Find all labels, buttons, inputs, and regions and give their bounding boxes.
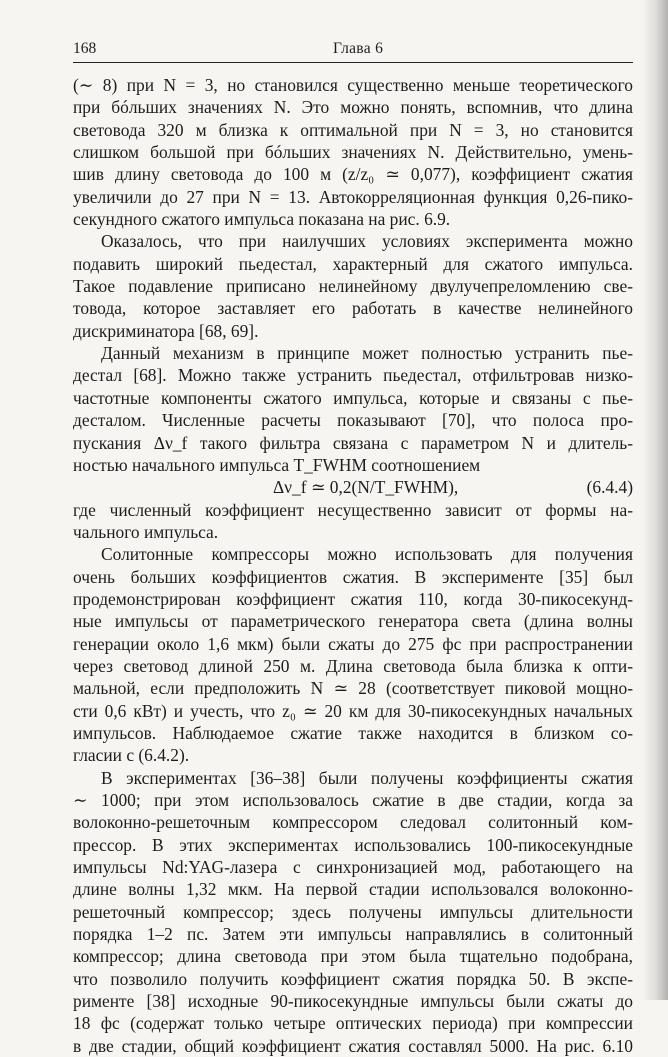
text-line: где численный коэффициент несущественно зависит от формы на- — [73, 499, 633, 520]
page-edge-shadow — [642, 0, 668, 1000]
text-line: десталом. Численные расчеты показывают [70], что полоса про- — [73, 410, 633, 431]
text-line: очень больших коэффициентов сжатия. В эксперименте [35] был — [73, 566, 633, 587]
chapter-title: Глава 6 — [333, 40, 384, 57]
text-line: (∼ 8) при N = 3, но становился существенно меньше теоретического — [73, 75, 633, 95]
paragraph-first-line: В экспериментах [36–38] были получены коэффициенты сжатия — [101, 767, 633, 788]
text-line: прессор. В этих экспериментах использовались 100-пикосекундные — [73, 834, 633, 855]
page-number: 168 — [73, 40, 97, 57]
text-line: ные импульсы от параметрического генератора света (длина волны — [73, 611, 633, 632]
text-line: рименте [38] исходные 90-пикосекундные импульсы были сжаты до — [73, 991, 633, 1012]
text-line: дестал [68]. Можно также устранить пьедестал, отфильтровав низко- — [73, 365, 633, 386]
text-line: волоконно-решеточным компрессором следовал солитонный ком- — [73, 812, 633, 833]
text-line: Такое подавление приписано нелинейному двулучепреломлению све- — [73, 276, 633, 297]
equation-6-4-4 — [73, 476, 633, 498]
text-line: при бóльших значениях N. Это можно понять, вспомнив, что длина — [73, 97, 633, 118]
equation-formula: Δν_f ≃ 0,2(N/T_FWHM), — [273, 477, 459, 498]
text-line: через световод длиной 250 м. Длина световода была близка к опти- — [73, 655, 633, 676]
text-line: продемонстрирован коэффициент сжатия 110, когда 30-пикосекунд- — [73, 588, 633, 609]
text-line: в две стадии, общий коэффициент сжатия составлял 5000. На рис. 6.10 — [73, 1035, 633, 1056]
text-line: ностью начального импульса T_FWHM соотношением — [73, 454, 481, 475]
text-line: сти 0,6 кВт) и учесть, что z₀ ≃ 20 км для 30-пикосекундных начальных — [73, 700, 633, 721]
equation-number: (6.4.4) — [586, 477, 633, 498]
text-line: гласии с (6.4.2). — [73, 745, 190, 766]
text-line: увеличили до 27 при N = 13. Автокорреляционная функция 0,26-пико- — [73, 186, 633, 207]
paragraph-first-line: Оказалось, что при наилучших условиях эксперимента можно — [101, 231, 633, 252]
text-line: что позволило получить коэффициент сжатия порядка 50. В экспе- — [73, 968, 633, 989]
text-line: компрессор; длина световода при этом была тщательно подобрана, — [73, 946, 633, 967]
text-line: мальной, если предположить N ≃ 28 (соответствует пиковой мощно- — [73, 678, 633, 699]
text-line: секундного сжатого импульса показана на рис. 6.9. — [73, 209, 451, 230]
text-line: порядка 1–2 пс. Затем эти импульсы направлялись в солитонный — [73, 924, 633, 945]
text-line: товода, которое заставляет его работать в качестве нелинейного — [73, 298, 633, 319]
paragraph-first-line: Данный механизм в принципе может полностью устранить пье- — [101, 343, 633, 364]
text-line: слишком большой при бóльших значениях N. Действительно, умень- — [73, 142, 633, 163]
text-line: 18 фс (содержат только четыре оптических периода) при компрессии — [73, 1013, 633, 1034]
page-header — [73, 38, 633, 63]
text-line: длине волны 1,32 мкм. На первой стадии использовался волоконно- — [73, 879, 633, 900]
text-line: частотные компоненты сжатого импульса, которые и связаны с пье- — [73, 387, 633, 408]
text-line: ∼ 1000; при этом использовалось сжатие в две стадии, когда за — [73, 790, 633, 810]
text-line: решеточный компрессор; здесь получены импульсы длительности — [73, 901, 633, 922]
text-line: генерации около 1,6 мкм) были сжаты до 275 фс при распространении — [73, 633, 633, 654]
text-line: шив длину световода до 100 м (z/z₀ ≃ 0,077), коэффициент сжатия — [73, 164, 633, 185]
text-line: подавить широкий пьедестал, характерный для сжатого импульса. — [73, 253, 633, 274]
body-text — [73, 74, 633, 1057]
text-line: дискриминатора [68, 69]. — [73, 320, 259, 341]
paragraph-first-line: Солитонные компрессоры можно использовать для получения — [101, 544, 633, 565]
text-line: импульсов. Наблюдаемое сжатие также находится в близком со- — [73, 722, 633, 743]
text-line: импульсы Nd:YAG-лазера с синхронизацией мод, работающего на — [73, 857, 633, 878]
text-line: световода 320 м близка к оптимальной при N = 3, но становится — [73, 119, 633, 140]
text-line: чального импульса. — [73, 521, 219, 542]
text-line: пускания Δν_f такого фильтра связана с параметром N и длитель- — [73, 432, 633, 453]
